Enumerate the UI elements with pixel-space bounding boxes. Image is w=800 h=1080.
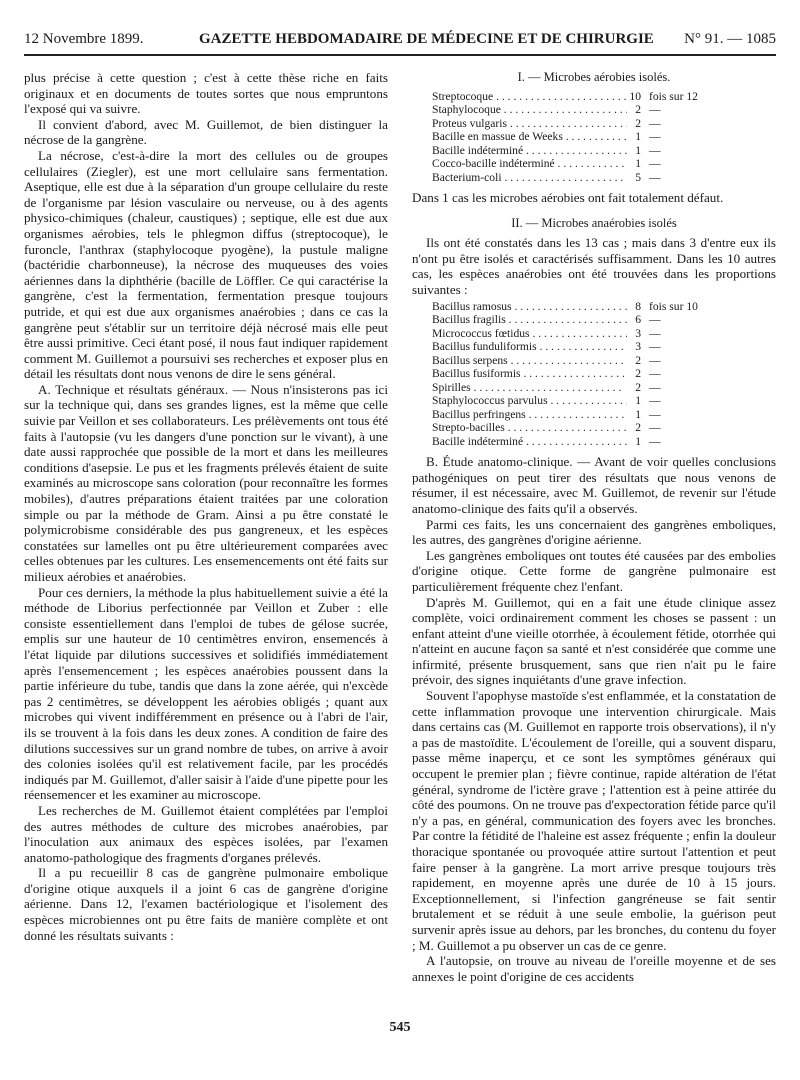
table-row (412, 381, 776, 395)
paragraph: D'après M. Guillemot, qui en a fait une étude clinique assez complète, voici ordinairement comment les choses se passent : un enfant atteint d'une vieille otorrhée, à écoulement fétide, otorrhée qui n'atteint en aucune façon sa santé et n'est considérée que comme une infirmité, présente brusquement, sans que rien n'ait pu le faire prévoir, des signes inquiétants d'une grave infection. (412, 594, 776, 688)
species-count: 3 (635, 340, 641, 354)
species-name: Spirilles . . . (432, 381, 627, 395)
species-name: Bacille indéterminé . . . (432, 144, 627, 158)
species-count: 3 (635, 326, 641, 340)
species-count: 2 (635, 353, 641, 367)
paragraph: La nécrose, c'est-à-dire la mort des cellules ou de groupes cellulaires (Ziegler), est une mort cellulaire sans fermentation. Aseptique, elle est due à la séparation d'un groupe cellulaire du reste de l'organisme par lésion vasculaire ou nerveuse, ou à des agents physico-chimiques (chaleur, caustiques) ; septique, elle est due aux organismes aérobies, tels le phlegmon diffus (streptocoque), le furoncle, l'anthrax (staphylocoque pyogène), la pustule maligne (bactéridie charbonneuse), la nécrose des muqueuses des voies aériennes dans la diphthérie (bacille de Löffler. Ce qui caractérise la gangrène, c'est la fermentation, fermentation presque toujours putride, et qui est due aux organismes anaérobies ; dans ce cas la gangrène peut s'établir sur un territoire déjà nécrosé mais elle peut être aussi primitive. Ceci étant posé, il nous faut indiquer rapidement comment M. Guillemot a poursuivi ses recherches et exposer plus en détail les résultats dont nous venons de dire le sens général. (24, 147, 388, 382)
species-count: 8 (635, 299, 641, 313)
table-row (412, 117, 776, 131)
species-extra: — (649, 170, 661, 184)
table-row (412, 394, 776, 408)
left-column (24, 70, 388, 943)
species-count: 5 (635, 170, 641, 184)
species-name: Bacterium-coli . . . (432, 171, 627, 185)
species-name: Bacillus ramosus . . . (432, 300, 627, 314)
paragraph: Pour ces derniers, la méthode la plus habituellement suivie a été la méthode de Liborius perfectionnée par Veillon et Zuber : elle consiste essentiellement dans l'emploi de tubes de gélose sucrée, emplis sur une hauteur de 10 centimètres environ, ensemencés à l'état liquide par dilutions successives et solidifiés immédiatement après l'ensemencement ; les espèces anaérobies poussent dans la partie inférieure du tube, tandis que dans la zone aérée, qui n'excède pas 2 centimètres, se développent les aérobies obligés ; quant aux microbes qui vivent indifféremment en présence ou à l'abri de l'air, ils se trouvent à la fois dans les deux zones. A condition de faire des dilutions successives sur un grand nombre de tubes, on arrive à avoir des colonies isolées qu'il est relativement facile, par les procédés indiqués par M. Guillemot, d'aller saisir à l'aide d'une pipette pour les réensemencer et les examiner au microscope. (24, 584, 388, 803)
anaerobes-table (412, 300, 776, 449)
running-header (24, 28, 776, 56)
species-name: Bacillus perfringens . . . (432, 408, 627, 422)
aerobes-section-title: I. — Microbes aérobies isolés. (517, 70, 671, 84)
header-issue-number: N° 91. — 1085 (684, 31, 776, 47)
paragraph: Ils ont été constatés dans les 13 cas ; mais dans 3 d'entre eux ils n'ont pu être isolés et caractérisés suffisamment. Dans les 10 autres cas, les espèces anaérobies ont été trouvées dans les proportions suivantes : (412, 235, 776, 298)
paragraph: Souvent l'apophyse mastoïde s'est enflammée, et la constatation de cette inflammation provoque une intervention chirurgicale. Mais dans certains cas (M. Guillemot en rapporte trois observations), il n'y a pas de mastoïdite. L'écoulement de l'oreille, qui a souvent disparu, passe même inaperçu, et ce sont les symptômes généraux qui occupent le premier plan ; fièvre continue, rapide altération de l'état général, syndrome de l'ictère grave ; l'attention est à peine attirée du côté des poumons. On ne trouve pas d'expectoration fétide parce qu'il n'y a pas, en général, communication des foyers avec les bronches. Par contre la fétidité de l'haleine est assez fréquente ; enfin la douleur thoracique spontanée ou provoquée attire surtout l'attention et peut faire penser à la gangrène. La mort arrive presque toujours très rapidement, en moyenne après une durée de 10 à 15 jours. Exceptionnellement, si l'infection gangréneuse se fait sentir brutalement et se réduit à une seule embolie, la guérison peut survenir après issue au dehors, par les bronches, du contenu du foyer ; M. Guillemot a pu observer un cas de ce genre. (412, 688, 776, 953)
paragraph: Il a pu recueillir 8 cas de gangrène pulmonaire embolique d'origine otique auxquels il a joint 6 cas de gangrène d'origine aérienne. Dans 12, l'examen bactériologique et l'isolement des espèces microbiennes ont pu être faits de manière complète et ont donné les résultats suivants : (24, 865, 388, 943)
species-count: 2 (635, 421, 641, 435)
species-count: 6 (635, 313, 641, 327)
paragraph: Les gangrènes emboliques ont toutes été causées par des embolies d'origine otique. Cette forme de gangrène pulmonaire est particulièrement fréquente chez l'enfant. (412, 547, 776, 594)
table-row (412, 90, 776, 104)
species-extra: — (649, 130, 661, 144)
paragraph: Dans 1 cas les microbes aérobies ont fait totalement défaut. (412, 190, 724, 206)
species-count: 2 (635, 380, 641, 394)
table-row (412, 130, 776, 144)
species-extra: fois sur 10 (649, 299, 698, 313)
table-row (412, 354, 776, 368)
paragraph: Parmi ces faits, les uns concernaient des gangrènes emboliques, les autres, des gangrènes d'origine aérienne. (412, 516, 776, 548)
paragraph: plus précise à cette question ; c'est à cette thèse riche en faits originaux et en documents de toutes sortes que nous empruntons l'exposé qui va suivre. (24, 70, 388, 117)
species-extra: — (649, 340, 661, 354)
species-extra: — (649, 103, 661, 117)
species-extra: — (649, 313, 661, 327)
page-number: 545 (389, 1020, 411, 1035)
table-row (412, 367, 776, 381)
species-extra: — (649, 143, 661, 157)
species-name: Staphylocoque . . . (432, 103, 627, 117)
spacer (412, 206, 776, 216)
species-name: Bacille en massue de Weeks . . . (432, 130, 627, 144)
species-count: 1 (635, 434, 641, 448)
species-extra: — (649, 434, 661, 448)
species-name: Bacillus fragilis . . . (432, 313, 627, 327)
species-extra: — (649, 157, 661, 171)
right-column (412, 70, 776, 984)
table-row (412, 300, 776, 314)
species-extra: — (649, 353, 661, 367)
species-extra: — (649, 380, 661, 394)
header-journal-title: GAZETTE HEBDOMADAIRE DE MÉDECINE ET DE CHIRURGIE (199, 31, 654, 47)
paragraph: Il convient d'abord, avec M. Guillemot, de bien distinguer la nécrose de la gangrène. (24, 116, 388, 148)
species-extra: — (649, 421, 661, 435)
species-extra: — (649, 407, 661, 421)
species-name: Proteus vulgaris . . . (432, 117, 627, 131)
species-extra: — (649, 394, 661, 408)
table-row (412, 313, 776, 327)
table-row (412, 435, 776, 449)
paragraph: A l'autopsie, on trouve au niveau de l'oreille moyenne et de ses annexes le point d'origine de ces accidents (412, 953, 776, 984)
table-row (412, 421, 776, 435)
species-count: 1 (635, 394, 641, 408)
paragraph: A. Technique et résultats généraux. — Nous n'insisterons pas ici sur la technique qui, dans ses grandes lignes, est la même que celle suivie par Veillon et ses collaborateurs. Les prélèvements ont tous été faits à l'autopsie (vu les dangers d'une ponction sur le vivant), à une date aussi rapprochée que possible de la mort et dans les meilleures conditions d'asepsie. Le pus et les fragments prélevés étaient de suite examinés au microscope sans coloration (pour reconnaître les formes mobiles), d'autres préparations étaient traitées par une coloration simple ou par la méthode de Gram. Ainsi a pu être constaté le polymicrobisme considérable des pus gangreneux, et les espèces constatées sur lamelles ont pu être ultérieurement comparées avec celles obtenues par les cultures. Les ensemencements ont été faits sur milieux aérobies et anaérobies. (24, 381, 388, 584)
species-name: Bacillus serpens . . . (432, 354, 627, 368)
header-date: 12 Novembre 1899. (24, 31, 144, 47)
species-name: Bacillus funduliformis . . . (432, 340, 627, 354)
table-row (412, 408, 776, 422)
species-extra: — (649, 326, 661, 340)
species-name: Streptocoque . . . (432, 90, 627, 104)
table-row (412, 327, 776, 341)
species-name: Bacille indéterminé . . . (432, 435, 627, 449)
species-name: Staphylococcus parvulus . . . (432, 394, 627, 408)
aerobes-table (412, 90, 776, 185)
table-row (412, 144, 776, 158)
species-name: Strepto-bacilles . . . (432, 421, 627, 435)
species-count: 1 (635, 143, 641, 157)
table-row (412, 103, 776, 117)
species-count: 1 (635, 157, 641, 171)
species-name: Cocco-bacille indéterminé . . . (432, 157, 627, 171)
species-count: 2 (635, 367, 641, 381)
table-row (412, 340, 776, 354)
species-count: 2 (635, 103, 641, 117)
species-extra: — (649, 367, 661, 381)
table-row (412, 157, 776, 171)
paragraph: Les recherches de M. Guillemot étaient complétées par l'emploi des autres méthodes de culture des microbes anaérobies, par l'inoculation aux animaux des espèces isolées, par l'examen anatomo-pathologique des fragments d'organes prélevés. (24, 802, 388, 865)
table-row (412, 171, 776, 185)
species-extra: fois sur 12 (649, 89, 698, 103)
species-name: Micrococcus fœtidus . . . (432, 327, 627, 341)
species-name: Bacillus fusiformis . . . (432, 367, 627, 381)
species-count: 10 (629, 89, 641, 103)
species-count: 1 (635, 130, 641, 144)
paragraph: B. Étude anatomo-clinique. — Avant de voir quelles conclusions pathogéniques on peut tirer des résultats que nous venons de résumer, il est nécessaire, avec M. Guillemot, de revenir sur l'étude anatomo-clinique des faits qu'il a observés. (412, 454, 776, 516)
species-extra: — (649, 116, 661, 130)
species-count: 2 (635, 116, 641, 130)
anaerobes-section-title: II. — Microbes anaérobies isolés (511, 215, 677, 230)
species-count: 1 (635, 407, 641, 421)
